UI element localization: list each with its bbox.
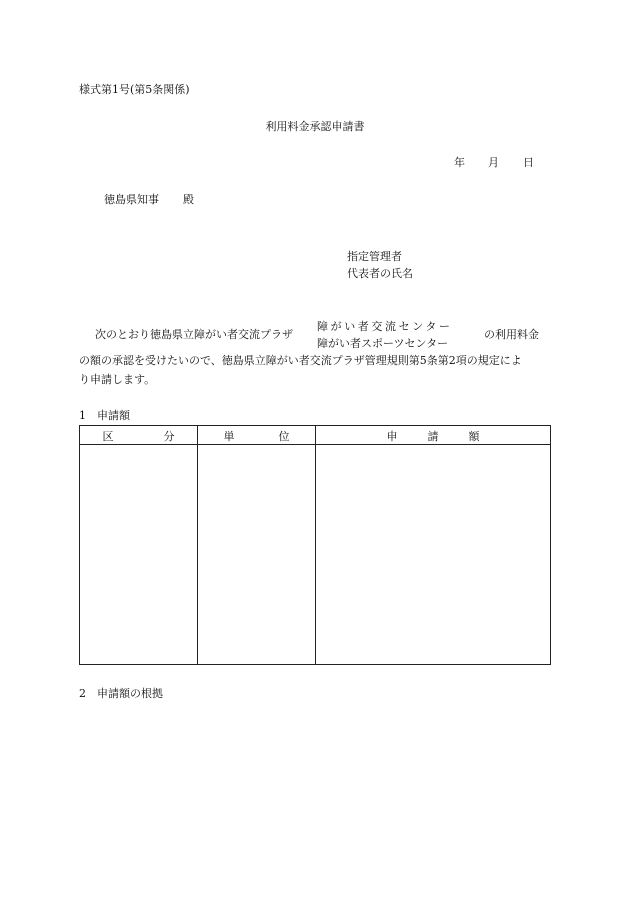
table-header-amount: 申請額 bbox=[386, 429, 510, 443]
facility-option-exchange-center: 障がい者交流センター bbox=[317, 320, 453, 333]
body-text-line1-start: 次のとおり徳島県立障がい者交流プラザ bbox=[95, 328, 293, 341]
section2-heading: 2 申請額の根拠 bbox=[79, 687, 163, 700]
date-year-label: 年 bbox=[454, 156, 465, 169]
addressee: 徳島県知事 bbox=[104, 193, 159, 206]
form-number: 様式第1号(第5条関係) bbox=[79, 83, 190, 96]
body-text-line3: り申請します。 bbox=[79, 373, 156, 386]
table-header-unit: 単位 bbox=[223, 429, 334, 443]
facility-option-sports-center: 障がい者スポーツセンター bbox=[317, 337, 449, 350]
addressee-honorific: 殿 bbox=[183, 193, 194, 206]
table-column-divider bbox=[315, 426, 316, 664]
table-header-divider bbox=[80, 444, 550, 445]
date-month-label: 月 bbox=[488, 156, 499, 169]
designated-manager-label: 指定管理者 bbox=[347, 250, 402, 263]
representative-name-label: 代表者の氏名 bbox=[347, 267, 413, 280]
body-text-line1-end: の利用料金 bbox=[484, 328, 539, 341]
application-amount-table bbox=[79, 425, 551, 665]
date-day-label: 日 bbox=[523, 156, 534, 169]
section1-heading: 1 申請額 bbox=[79, 409, 130, 422]
body-text-line2: の額の承認を受けたいので、徳島県立障がい者交流プラザ管理規則第5条第2項の規定によ bbox=[79, 354, 522, 367]
table-header-category: 区分 bbox=[102, 429, 225, 443]
table-column-divider bbox=[197, 426, 198, 664]
document-title: 利用料金承認申請書 bbox=[265, 120, 365, 133]
